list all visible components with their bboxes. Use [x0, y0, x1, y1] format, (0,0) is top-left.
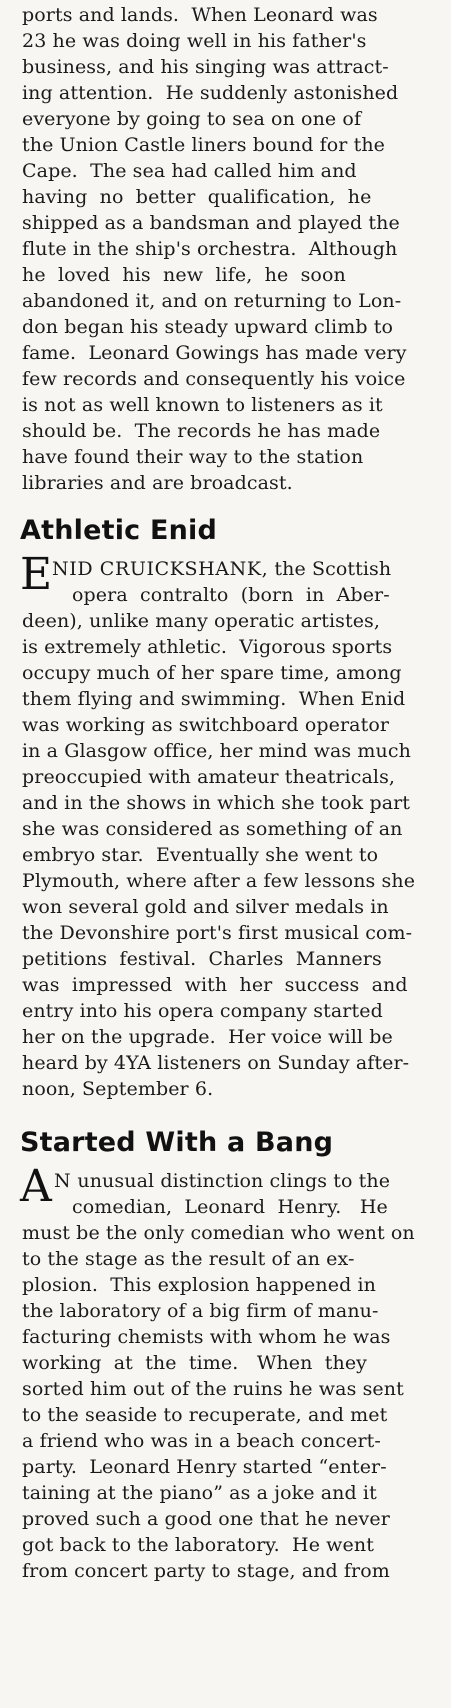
text-line: have found their way to the station: [22, 446, 364, 468]
text-line: 23 he was doing well in his father's: [22, 30, 367, 52]
drop-cap: A: [20, 1161, 52, 1212]
text-line: them flying and swimming. When Enid: [22, 688, 406, 710]
text-line: ing attention. He suddenly astonished: [22, 82, 399, 104]
text-line: opera contralto (born in Aber-: [72, 584, 390, 606]
text-line: must be the only comedian who went on: [22, 1222, 415, 1244]
text-line: in a Glasgow office, her mind was much: [22, 740, 411, 762]
text-line: flute in the ship's orchestra. Although: [22, 238, 398, 260]
text-line: occupy much of her spare time, among: [22, 662, 402, 684]
text-line: everyone by going to sea on one of: [22, 108, 362, 130]
text-line: petitions festival. Charles Manners: [22, 948, 382, 970]
text-line: the laboratory of a big firm of manu-: [22, 1300, 379, 1322]
text-line: Plymouth, where after a few lessons she: [22, 870, 416, 892]
text-line: few records and consequently his voice: [22, 368, 406, 390]
article-heading: Started With a Bang: [20, 1127, 334, 1158]
text-line: ports and lands. When Leonard was: [22, 4, 378, 26]
text-line: having no better qualification, he: [22, 186, 372, 208]
text-line: taining at the piano” as a joke and it: [22, 1482, 377, 1504]
text-line: to the stage as the result of an ex-: [22, 1248, 355, 1270]
text-line: preoccupied with amateur theatricals,: [22, 766, 396, 788]
text-line: party. Leonard Henry started “enter-: [22, 1456, 387, 1478]
text-line: the Devonshire port's first musical com-: [22, 922, 413, 944]
text-line: is not as well known to listeners as it: [22, 394, 383, 416]
text-line: comedian, Leonard Henry. He: [72, 1196, 388, 1218]
text-line: facturing chemists with whom he was: [22, 1326, 391, 1348]
text-line: Cape. The sea had called him and: [22, 160, 357, 182]
text-line: sorted him out of the ruins he was sent: [22, 1378, 404, 1400]
lead-caps: NID CRUICKSHANK,: [52, 558, 269, 580]
drop-cap: E: [20, 549, 53, 600]
text-line: he loved his new life, he soon: [22, 264, 346, 286]
text-line: deen), unlike many operatic artistes,: [22, 610, 381, 632]
text-line: abandoned it, and on returning to Lon-: [22, 290, 402, 312]
text-line: libraries and are broadcast.: [22, 472, 293, 494]
text-line: is extremely athletic. Vigorous sports: [22, 636, 393, 658]
text-line: plosion. This explosion happened in: [22, 1274, 376, 1296]
text-line: fame. Leonard Gowings has made very: [22, 342, 407, 364]
text-line: from concert party to stage, and from: [22, 1560, 390, 1582]
text-line: shipped as a bandsman and played the: [22, 212, 400, 234]
text-line: noon, September 6.: [22, 1078, 214, 1100]
text-line: won several gold and silver medals in: [22, 896, 389, 918]
text-line: got back to the laboratory. He went: [22, 1534, 374, 1556]
text-line: proved such a good one that he never: [22, 1508, 390, 1530]
text-line: should be. The records he has made: [22, 420, 381, 442]
text-line: the Union Castle liners bound for the: [22, 134, 386, 156]
text-line: business, and his singing was attract-: [22, 56, 389, 78]
text-line: she was considered as something of an: [22, 818, 403, 840]
text-line: embryo star. Eventually she went to: [22, 844, 379, 866]
text-line: to the seaside to recuperate, and met: [22, 1404, 388, 1426]
text-line: was impressed with her success and: [22, 974, 408, 996]
text-line: her on the upgrade. Her voice will be: [22, 1026, 393, 1048]
text-line: was working as switchboard operator: [22, 714, 390, 736]
lead-caps: N: [54, 1170, 72, 1192]
text-line: entry into his opera company started: [22, 1000, 383, 1022]
lead-rest: the Scottish: [268, 558, 392, 580]
text-line: working at the time. When they: [22, 1352, 367, 1374]
article-heading: Athletic Enid: [20, 515, 218, 546]
lead-rest: unusual distinction clings to the: [71, 1170, 391, 1192]
text-line: a friend who was in a beach concert-: [22, 1430, 381, 1452]
text-line: don began his steady upward climb to: [22, 316, 394, 338]
text-line: and in the shows in which she took part: [22, 792, 411, 814]
text-line: [54, 1168, 422, 1194]
text-line: [52, 556, 422, 582]
text-line: heard by 4YA listeners on Sunday after-: [22, 1052, 410, 1074]
